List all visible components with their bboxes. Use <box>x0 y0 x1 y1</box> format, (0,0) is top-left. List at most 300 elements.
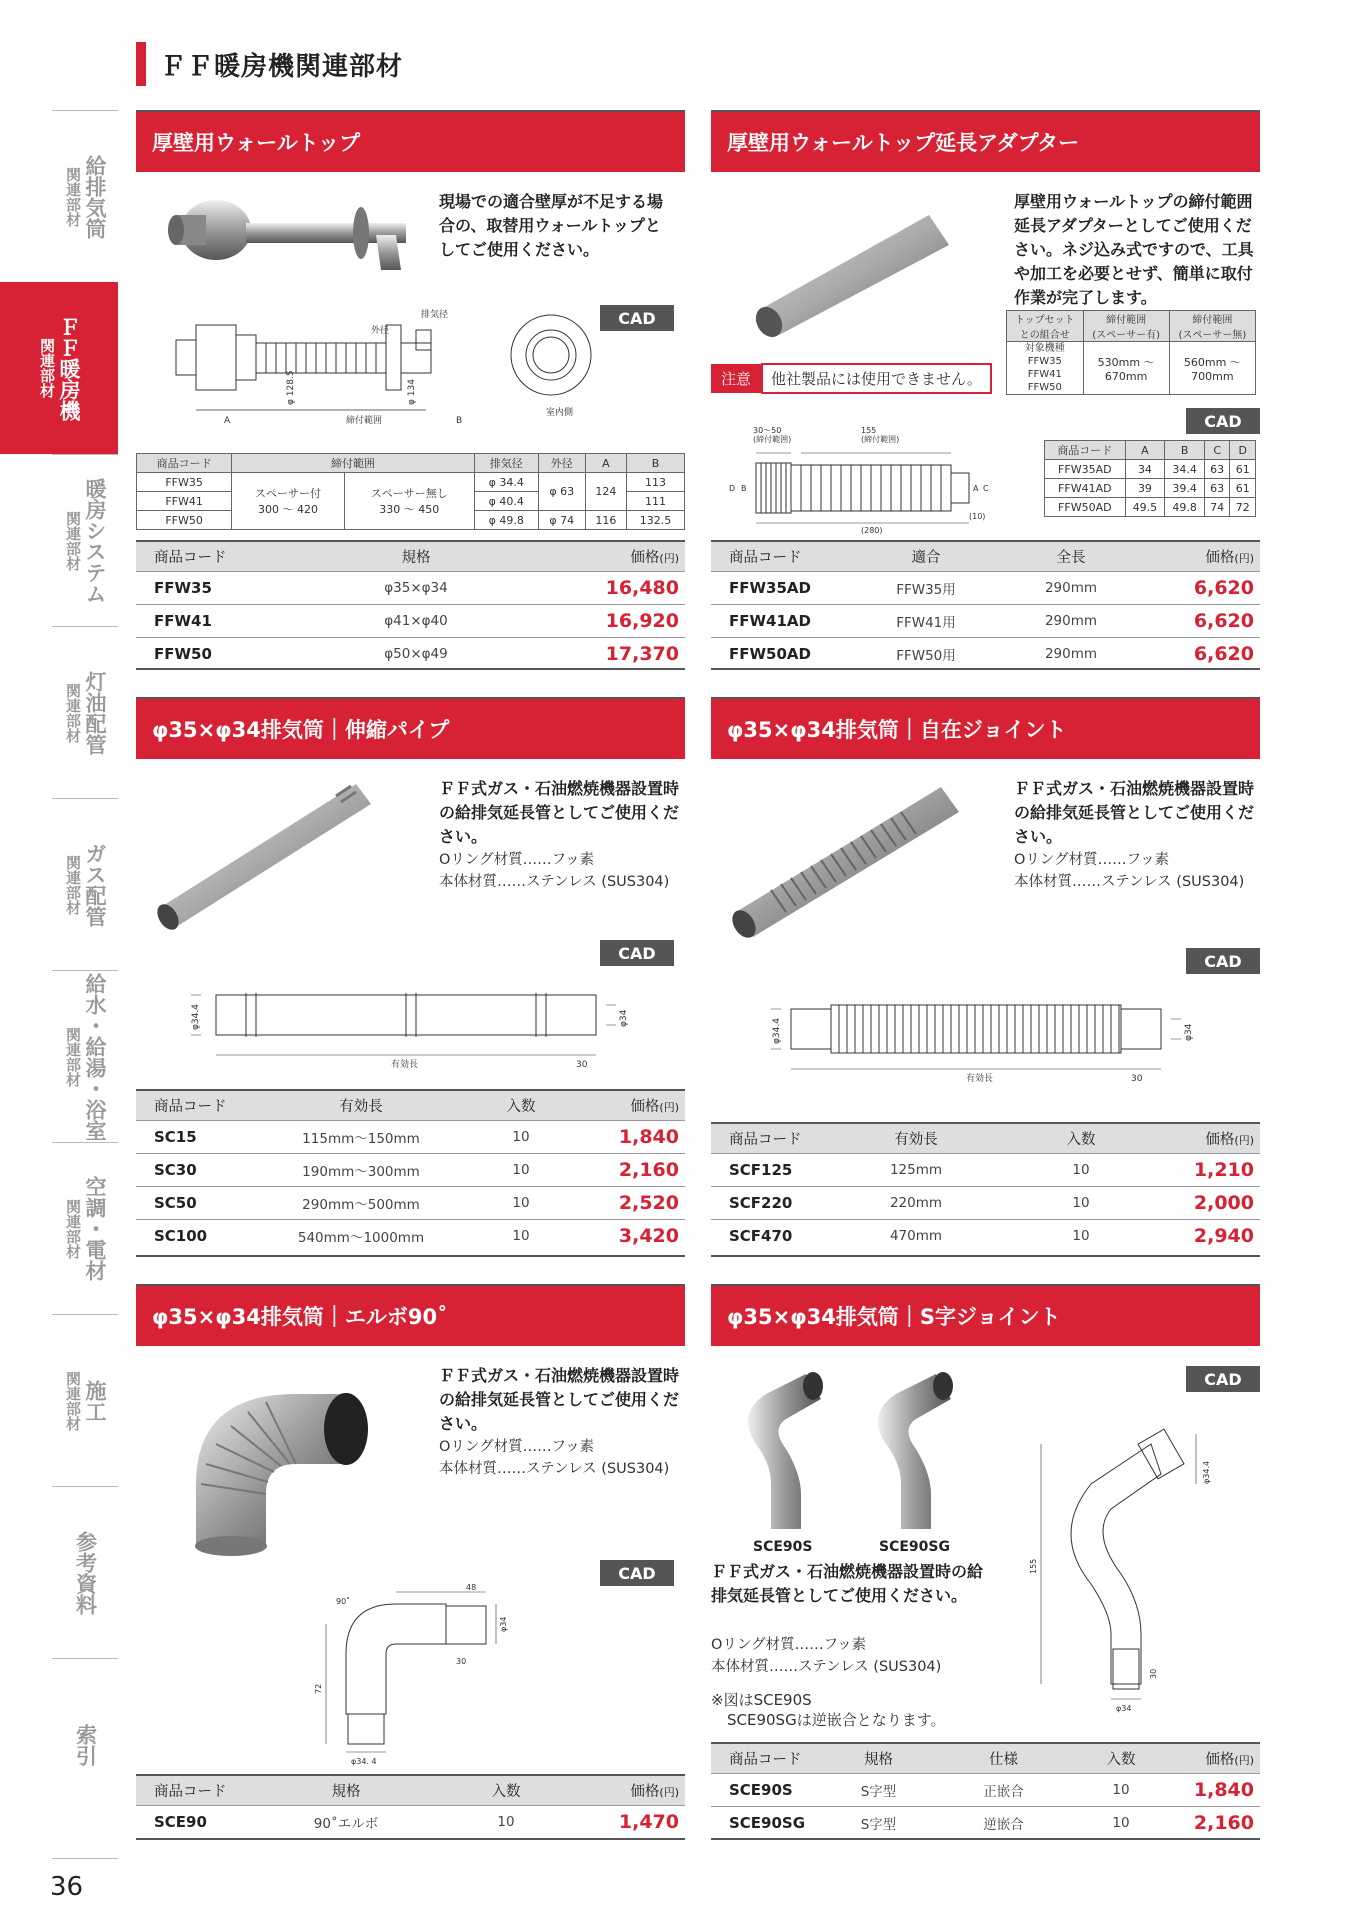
column-header <box>456 1090 586 1120</box>
product-code: SC30 <box>136 1153 266 1186</box>
sidebar-item-2[interactable] <box>52 454 118 626</box>
sidebar-item-9[interactable] <box>52 1658 118 1830</box>
table-row <box>136 1805 685 1838</box>
column-header-label: 規格 <box>401 549 431 566</box>
section-description: 厚壁用ウォールトップの締付範囲延長アダプターとしてご使用ください。ネジ込み式ですので、工具や加工を必要とせず、簡単に取付作業が完了します。 <box>1014 192 1254 307</box>
draw-label-c: C <box>983 484 989 493</box>
draw-label-d344: φ34. 4 <box>351 1757 377 1766</box>
table-cell: φ35×φ34 <box>316 571 516 604</box>
dim-cell: 63 <box>1204 479 1230 498</box>
column-header-label: 商品コード <box>154 549 227 566</box>
table-cell: 正嵌合 <box>936 1773 1071 1806</box>
table-cell: FFW50用 <box>861 637 991 670</box>
product-code: SCE90SG <box>711 1806 821 1839</box>
table-row <box>136 1120 685 1153</box>
product-code: SC50 <box>136 1186 266 1219</box>
column-header-label: 価格 <box>1205 1751 1235 1768</box>
dim-header: A <box>1125 441 1165 460</box>
column-header <box>711 541 861 571</box>
dim-cell: 63 <box>1204 460 1230 479</box>
section-title: 厚壁用ウォールトップ <box>136 110 685 172</box>
adapter-drawing <box>711 425 1011 535</box>
table-row <box>136 1186 685 1219</box>
spec-cell: φ 49.8 <box>474 511 538 530</box>
spec-header: A <box>585 454 626 473</box>
table-cell: FFW41用 <box>861 604 991 637</box>
column-header <box>861 541 991 571</box>
draw-label-30: 30 <box>1131 1074 1143 1084</box>
caution-label: 注意 <box>711 364 761 393</box>
table-cell: 10 <box>1071 1806 1171 1839</box>
caution-text: 他社製品には使用できません。 <box>761 363 992 394</box>
section-elbow-90 <box>136 1284 685 1840</box>
sidebar-item-label: 暖房システム <box>83 477 107 604</box>
spec-header: 締付範囲 <box>232 454 475 473</box>
section-title: φ35×φ34排気筒｜エルボ90˚ <box>136 1284 685 1346</box>
product-price: 2,520 <box>586 1186 685 1219</box>
product-label-sce90s: SCE90S <box>753 1539 813 1555</box>
table-row <box>1045 498 1256 517</box>
material-oring: Oリング材質……フッ素 <box>1014 852 1170 868</box>
page-number-divider <box>52 1858 118 1859</box>
product-price: 1,210 <box>1171 1153 1260 1186</box>
draw-label-d1: φ34.4 <box>772 1018 782 1044</box>
price-unit: (円) <box>659 1785 679 1799</box>
column-header <box>426 1775 586 1805</box>
product-price: 2,940 <box>1171 1219 1260 1252</box>
section-description: ＦＦ式ガス・石油燃焼機器設置時の給排気延長管としてご使用ください。 <box>1014 779 1255 846</box>
sidebar-item-6[interactable] <box>52 1142 118 1314</box>
price-unit: (円) <box>1234 551 1254 565</box>
flexible-joint-photo <box>731 772 981 942</box>
column-header-label: 仕様 <box>989 1751 1018 1768</box>
product-price: 2,000 <box>1171 1186 1260 1219</box>
table-cell: 10 <box>456 1219 586 1252</box>
wall-top-photo <box>156 185 436 300</box>
table-row <box>711 571 1260 604</box>
product-price: 1,840 <box>1171 1773 1260 1806</box>
column-header <box>991 1123 1171 1153</box>
sidebar-item-3[interactable] <box>52 626 118 798</box>
section-description: 現場での適合壁厚が不足する場合の、取替用ウォールトップとしてご使用ください。 <box>439 192 664 259</box>
column-header <box>516 541 685 571</box>
column-header <box>991 541 1151 571</box>
table-cell: φ50×φ49 <box>316 637 516 670</box>
section-extension-adapter <box>711 110 1260 670</box>
product-code: FFW50 <box>136 637 316 670</box>
draw-label-d34: φ34 <box>1116 1704 1132 1713</box>
sidebar-item-label: ＦＦ暖房機 <box>57 315 81 421</box>
dim-cell: 49.5 <box>1125 498 1165 517</box>
cad-badge[interactable]: CAD <box>1186 408 1260 434</box>
column-header-label: 商品コード <box>154 1783 227 1800</box>
product-price: 2,160 <box>1171 1806 1260 1839</box>
page-number: 36 <box>50 1872 84 1902</box>
spec-cell: 113 <box>627 473 685 492</box>
product-code: SCF220 <box>711 1186 841 1219</box>
dim-cell: FFW50AD <box>1045 498 1126 517</box>
table-cell: 10 <box>456 1120 586 1153</box>
draw-label-72: 72 <box>314 1683 323 1694</box>
sidebar-item-sublabel: 関連部材 <box>64 1370 82 1431</box>
spec-cell: 116 <box>585 511 626 530</box>
telescopic-pipe-photo <box>156 772 396 932</box>
table-row <box>711 1186 1260 1219</box>
spec-cell: φ 40.4 <box>474 492 538 511</box>
dim-cell: 74 <box>1204 498 1230 517</box>
sidebar-item-label: 参考資料 <box>73 1530 98 1615</box>
price-unit: (円) <box>659 1100 679 1114</box>
spec-cell: 132.5 <box>627 511 685 530</box>
elbow-drawing <box>314 1583 576 1766</box>
sidebar-item-label: 施工 <box>83 1379 107 1422</box>
product-price: 1,470 <box>586 1805 685 1838</box>
column-header <box>316 541 516 571</box>
section-title: 厚壁用ウォールトップ延長アダプター <box>711 110 1260 172</box>
column-header-label: 入数 <box>1106 1751 1136 1768</box>
spec-cell: 111 <box>627 492 685 511</box>
table-row <box>136 604 685 637</box>
table-row <box>1045 479 1256 498</box>
column-header-label: 入数 <box>491 1783 521 1800</box>
s-joint-drawing <box>1011 1384 1251 1714</box>
price-unit: (円) <box>1234 1133 1254 1147</box>
column-header-label: 価格 <box>1205 1131 1235 1148</box>
section-title: φ35×φ34排気筒｜S字ジョイント <box>711 1284 1260 1346</box>
material-oring: Oリング材質……フッ素 <box>439 1439 595 1455</box>
table-cell: 290mm <box>991 604 1151 637</box>
section-wall-top <box>136 110 685 670</box>
column-header-label: 価格 <box>630 1783 660 1800</box>
table-row <box>711 1806 1260 1839</box>
table-row <box>711 1153 1260 1186</box>
product-price: 6,620 <box>1151 571 1260 604</box>
draw-label-t4: (10) <box>969 512 986 521</box>
column-header <box>711 1123 841 1153</box>
column-header <box>841 1123 991 1153</box>
column-header <box>1071 1743 1171 1773</box>
sidebar-item-0[interactable] <box>52 110 118 282</box>
spec-cell: 124 <box>585 473 626 511</box>
product-price: 16,480 <box>516 571 685 604</box>
spec-cell: FFW50 <box>137 511 232 530</box>
product-code: FFW41AD <box>711 604 861 637</box>
table-cell: 10 <box>991 1219 1171 1252</box>
elbow-photo <box>166 1364 406 1564</box>
material-oring: Oリング材質……フッ素 <box>439 852 595 868</box>
column-header-label: 規格 <box>864 1751 893 1768</box>
table-cell: 10 <box>456 1153 586 1186</box>
column-header <box>586 1775 685 1805</box>
table-cell: 125mm <box>841 1153 991 1186</box>
table-row <box>711 1219 1260 1252</box>
draw-label-clamp-range: 締付範囲 <box>346 416 383 426</box>
sidebar-item-label: 空調・電材 <box>83 1176 107 1281</box>
draw-label-length: 有効長 <box>966 1074 994 1084</box>
dim-header: D <box>1230 441 1256 460</box>
spec-cell: φ 74 <box>538 511 585 530</box>
product-label-sce90sg: SCE90SG <box>879 1539 950 1555</box>
sidebar-index <box>38 110 118 1830</box>
section-description: ＦＦ式ガス・石油燃焼機器設置時の給排気延長管としてご使用ください。 <box>439 1366 680 1433</box>
table-cell: 290mm～500mm <box>266 1186 456 1219</box>
s-joint-photo-sce90sg <box>861 1364 971 1534</box>
cad-badge[interactable]: CAD <box>1186 948 1260 974</box>
product-code: FFW35AD <box>711 571 861 604</box>
dim-cell: FFW41AD <box>1045 479 1126 498</box>
column-header-label: 価格 <box>630 549 660 566</box>
draw-label-155: 155 <box>1029 1558 1038 1574</box>
price-unit: (円) <box>1234 1753 1254 1767</box>
spec-cell: FFW35 <box>137 473 232 492</box>
price-table <box>136 540 685 670</box>
draw-label-b: B <box>456 416 463 426</box>
table-row <box>711 637 1260 670</box>
sidebar-item-5[interactable] <box>52 970 118 1142</box>
flexible-joint-drawing <box>751 979 1231 1089</box>
draw-label-d2: φ34 <box>1184 1023 1194 1041</box>
wall-top-spec-table <box>136 453 685 530</box>
table-cell: 290mm <box>991 637 1151 670</box>
sidebar-item-7[interactable] <box>52 1314 118 1486</box>
draw-label-t1: 30～50 (締付範囲) <box>753 426 792 444</box>
draw-label-d1: φ 128.5 <box>286 370 296 405</box>
spec-header: 排気径 <box>474 454 538 473</box>
sidebar-item-label: 給排気筒 <box>83 154 107 239</box>
price-table <box>711 540 1260 670</box>
draw-label-d: D <box>729 484 736 493</box>
column-header-label: 商品コード <box>729 1751 802 1768</box>
spec-cell: 530mm ～ 670mm <box>1083 342 1169 395</box>
draw-label-a: A <box>224 416 231 426</box>
column-header <box>1171 1743 1260 1773</box>
product-price: 6,620 <box>1151 604 1260 637</box>
page-title <box>136 42 403 86</box>
table-row <box>136 1153 685 1186</box>
column-header-label: 入数 <box>506 1098 536 1115</box>
dim-cell: 61 <box>1230 479 1256 498</box>
draw-label-30: 30 <box>1149 1668 1158 1679</box>
column-header-label: 適合 <box>911 549 941 566</box>
sidebar-item-1[interactable] <box>0 282 118 454</box>
section-telescopic-pipe <box>136 697 685 1257</box>
column-header <box>136 541 316 571</box>
table-row <box>711 1773 1260 1806</box>
price-unit: (円) <box>659 551 679 565</box>
sidebar-item-label: 灯油配管 <box>83 670 107 755</box>
cad-badge[interactable]: CAD <box>600 305 674 331</box>
product-price: 17,370 <box>516 637 685 670</box>
table-cell: FFW35用 <box>861 571 991 604</box>
price-table <box>711 1742 1260 1839</box>
draw-label-deg: 90˚ <box>336 1597 351 1606</box>
cad-badge[interactable]: CAD <box>600 940 674 966</box>
price-table <box>136 1089 685 1252</box>
dim-cell: 61 <box>1230 460 1256 479</box>
table-cell: S字型 <box>821 1806 936 1839</box>
section-title: φ35×φ34排気筒｜伸縮パイプ <box>136 697 685 759</box>
spec-header: トップセット との組合せ <box>1007 311 1084 342</box>
table-row <box>136 1219 685 1252</box>
draw-label-30: 30 <box>576 1060 588 1070</box>
column-header <box>136 1775 266 1805</box>
table-cell: 470mm <box>841 1219 991 1252</box>
sidebar-item-sublabel: 関連部材 <box>64 682 82 743</box>
draw-label-d1: φ34.4 <box>191 1004 201 1030</box>
table-cell: 290mm <box>991 571 1151 604</box>
product-code: FFW50AD <box>711 637 861 670</box>
material-body: 本体材質……ステンレス (SUS304) <box>439 874 670 890</box>
draw-label-indoor: 室内側 <box>546 408 574 418</box>
spec-cell: 560mm ～ 700mm <box>1169 342 1255 395</box>
section-title: φ35×φ34排気筒｜自在ジョイント <box>711 697 1260 759</box>
column-header <box>936 1743 1071 1773</box>
material-body: 本体材質……ステンレス (SUS304) <box>1014 874 1245 890</box>
sidebar-item-sublabel: 関連部材 <box>64 1026 82 1087</box>
draw-label-d344: φ34.4 <box>1202 1460 1211 1484</box>
table-cell: 10 <box>1071 1773 1171 1806</box>
column-header-label: 有効長 <box>894 1131 938 1148</box>
column-header <box>266 1775 426 1805</box>
column-header <box>1171 1123 1260 1153</box>
table-cell: 190mm～300mm <box>266 1153 456 1186</box>
s-joint-photo-sce90s <box>731 1364 841 1534</box>
draw-label-exhaust-diameter: 排気径 <box>421 310 449 320</box>
product-code: SCE90S <box>711 1773 821 1806</box>
product-code: SCF470 <box>711 1219 841 1252</box>
column-header <box>711 1743 821 1773</box>
product-price: 6,620 <box>1151 637 1260 670</box>
sidebar-item-sublabel: 関連部材 <box>64 166 82 227</box>
caution-notice <box>711 363 992 394</box>
sidebar-item-4[interactable] <box>52 798 118 970</box>
spec-header: B <box>627 454 685 473</box>
table-cell: 220mm <box>841 1186 991 1219</box>
spec-cell: φ 34.4 <box>474 473 538 492</box>
section-s-joint <box>711 1284 1260 1840</box>
dim-header: 商品コード <box>1045 441 1126 460</box>
sidebar-item-sublabel: 関連部材 <box>64 854 82 915</box>
spec-cell: 対象機種 FFW35 FFW41 FFW50 <box>1007 342 1084 395</box>
sidebar-item-label: 索引 <box>73 1723 98 1766</box>
reverse-fit-note: SCE90SGは逆嵌合となります。 <box>727 1711 946 1729</box>
dim-header: C <box>1204 441 1230 460</box>
table-cell: 逆嵌合 <box>936 1806 1071 1839</box>
section-description: ＦＦ式ガス・石油燃焼機器設置時の給排気延長管としてご使用ください。 <box>439 779 680 846</box>
draw-label-30: 30 <box>456 1657 467 1666</box>
product-price: 16,920 <box>516 604 685 637</box>
dim-header: B <box>1165 441 1205 460</box>
draw-label-t2: 155 (締付範囲) <box>861 426 900 444</box>
cad-badge[interactable]: CAD <box>1186 1366 1260 1392</box>
table-cell: 10 <box>456 1186 586 1219</box>
material-body: 本体材質……ステンレス (SUS304) <box>711 1659 942 1675</box>
spec-cell: スペーサー付 300 ～ 420 <box>232 473 345 530</box>
product-code: SC100 <box>136 1219 266 1252</box>
draw-label-length: 有効長 <box>391 1060 419 1070</box>
table-cell: 10 <box>426 1805 586 1838</box>
product-code: SCF125 <box>711 1153 841 1186</box>
spec-header: 締付範囲 (スペーサー無) <box>1169 311 1255 342</box>
material-oring: Oリング材質……フッ素 <box>711 1637 867 1653</box>
draw-label-d2: φ 134 <box>407 379 417 405</box>
draw-label-outer-diameter: 外径 <box>371 326 390 336</box>
column-header-label: 商品コード <box>729 549 802 566</box>
price-table <box>136 1774 685 1838</box>
dim-cell: 39.4 <box>1165 479 1205 498</box>
spec-header: 締付範囲 (スペーサー有) <box>1083 311 1169 342</box>
column-header-label: 有効長 <box>339 1098 383 1115</box>
material-body: 本体材質……ステンレス (SUS304) <box>439 1461 670 1477</box>
draw-label-a: A <box>973 484 979 493</box>
table-row <box>136 637 685 670</box>
column-header <box>266 1090 456 1120</box>
table-row <box>1045 460 1256 479</box>
table-row <box>711 604 1260 637</box>
spec-cell: スペーサー無し 330 ～ 450 <box>344 473 474 530</box>
dim-cell: 34 <box>1125 460 1165 479</box>
page-title-text: ＦＦ暖房機関連部材 <box>160 51 404 82</box>
product-code: SCE90 <box>136 1805 266 1838</box>
sidebar-item-label: ガス配管 <box>83 842 107 927</box>
product-price: 3,420 <box>586 1219 685 1252</box>
figure-note: ※図はSCE90S <box>711 1691 812 1709</box>
dim-cell: 34.4 <box>1165 460 1205 479</box>
product-code: FFW35 <box>136 571 316 604</box>
adapter-spec-table <box>1006 310 1256 395</box>
sidebar-item-sublabel: 関連部材 <box>38 338 56 398</box>
column-header <box>136 1090 266 1120</box>
product-code: FFW41 <box>136 604 316 637</box>
column-header-label: 入数 <box>1066 1131 1096 1148</box>
table-cell: 540mm～1000mm <box>266 1219 456 1252</box>
spec-cell: φ 63 <box>538 473 585 511</box>
spec-header: 外径 <box>538 454 585 473</box>
draw-label-d2: φ34 <box>619 1009 629 1027</box>
sidebar-item-8[interactable] <box>52 1486 118 1658</box>
draw-label-48: 48 <box>466 1583 477 1592</box>
sidebar-item-sublabel: 関連部材 <box>64 1198 82 1259</box>
table-cell: 10 <box>991 1153 1171 1186</box>
sidebar-item-label: 給水・給湯・浴室 <box>83 972 107 1141</box>
table-cell: 115mm～150mm <box>266 1120 456 1153</box>
column-header-label: 価格 <box>630 1098 660 1115</box>
dim-cell: FFW35AD <box>1045 460 1126 479</box>
wall-top-drawing <box>156 305 676 445</box>
column-header-label: 規格 <box>331 1783 361 1800</box>
cad-badge[interactable]: CAD <box>600 1560 674 1586</box>
spec-cell: FFW41 <box>137 492 232 511</box>
sidebar-item-sublabel: 関連部材 <box>64 510 82 571</box>
column-header <box>586 1090 685 1120</box>
draw-label-d34: φ34 <box>499 1616 508 1632</box>
draw-label-t3: (280) <box>861 526 883 535</box>
column-header-label: 価格 <box>1205 549 1235 566</box>
adapter-dimension-table <box>1044 440 1256 517</box>
price-table <box>711 1122 1260 1252</box>
column-header-label: 商品コード <box>154 1098 227 1115</box>
column-header-label: 全長 <box>1056 549 1086 566</box>
product-price: 2,160 <box>586 1153 685 1186</box>
column-header-label: 商品コード <box>729 1131 802 1148</box>
table-cell: 10 <box>991 1186 1171 1219</box>
table-cell: S字型 <box>821 1773 936 1806</box>
product-price: 1,840 <box>586 1120 685 1153</box>
column-header <box>1151 541 1260 571</box>
dim-cell: 39 <box>1125 479 1165 498</box>
section-description: ＦＦ式ガス・石油燃焼機器設置時の給排気延長管としてご使用ください。 <box>711 1562 984 1605</box>
draw-label-b: B <box>741 484 747 493</box>
